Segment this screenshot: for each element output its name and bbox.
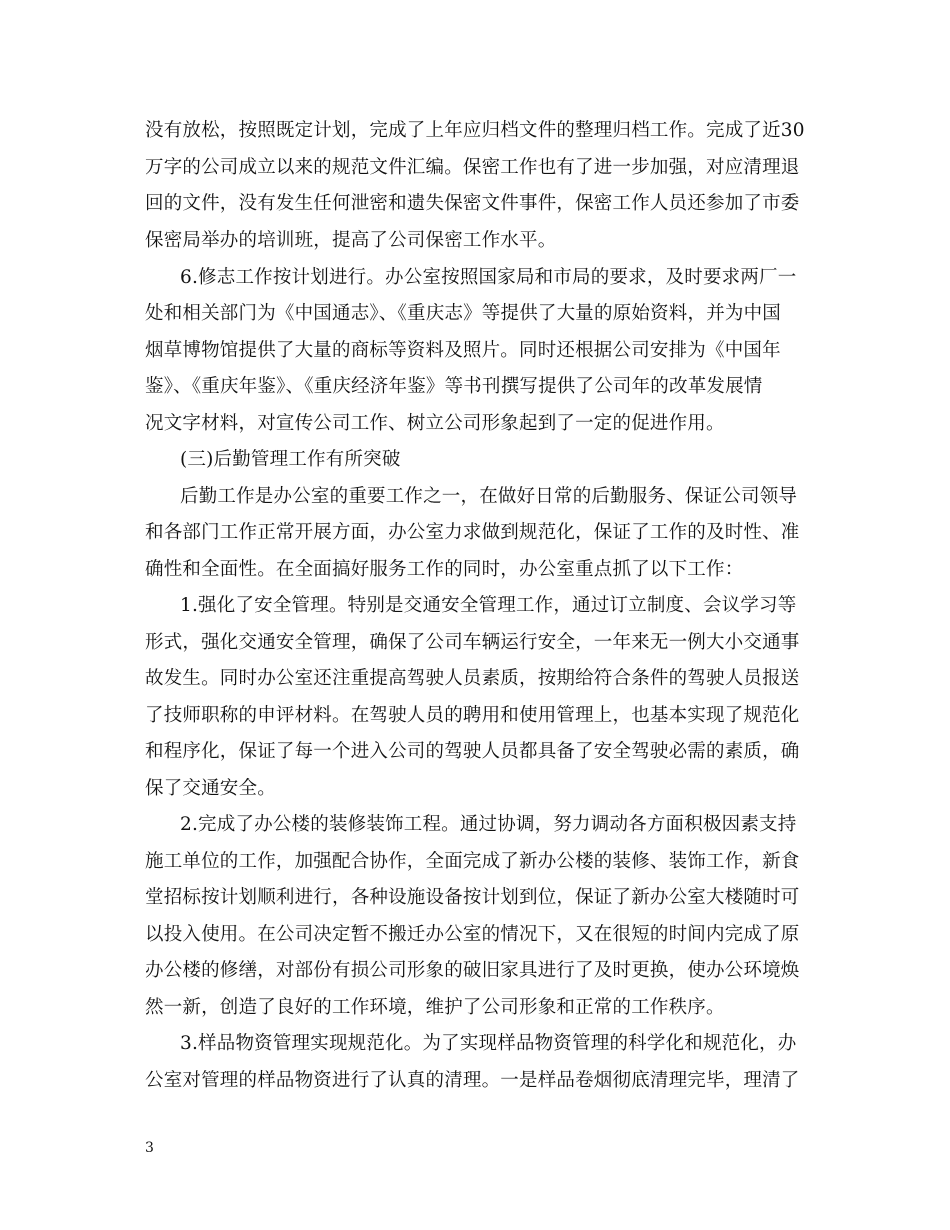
text-line: 没有放松，按照既定计划，完成了上年应归档文件的整理归档工作。完成了近30 bbox=[145, 120, 805, 141]
paragraph-1-start: 1.强化了安全管理。特别是交通安全管理工作，通过订立制度、会议学习等 bbox=[180, 595, 797, 616]
text-line: 和各部门工作正常开展方面，办公室力求做到规范化，保证了工作的及时性、准 bbox=[145, 522, 800, 543]
paragraph-2-start: 2.完成了办公楼的装修装饰工程。通过协调，努力调动各方面积极因素支持 bbox=[180, 814, 797, 835]
text-line: 堂招标按计划顺利进行，各种设施设备按计划到位，保证了新办公室大楼随时可 bbox=[145, 887, 800, 908]
text-line: 回的文件，没有发生任何泄密和遗失保密文件事件，保密工作人员还参加了市委 bbox=[145, 193, 800, 214]
paragraph-6-start: 6.修志工作按计划进行。办公室按照国家局和市局的要求，及时要求两厂一 bbox=[180, 267, 797, 288]
text-line: 鉴》、《重庆年鉴》、《重庆经济年鉴》等书刊撰写提供了公司年的改革发展情 bbox=[145, 376, 763, 397]
text-line: 了技师职称的申评材料。在驾驶人员的聘用和使用管理上，也基本实现了规范化 bbox=[145, 705, 800, 726]
text-line: 烟草博物馆提供了大量的商标等资料及照片。同时还根据公司安排为《中国年 bbox=[145, 340, 781, 361]
text-line: 形式，强化交通安全管理，确保了公司车辆运行安全，一年来无一例大小交通事 bbox=[145, 632, 800, 653]
section-heading: (三)后勤管理工作有所突破 bbox=[180, 449, 401, 470]
text-line: 施工单位的工作，加强配合协作，全面完成了新办公楼的装修、装饰工作，新食 bbox=[145, 851, 800, 872]
text-line: 确性和全面性。在全面搞好服务工作的同时，办公室重点抓了以下工作： bbox=[145, 559, 744, 580]
text-line: 和程序化，保证了每一个进入公司的驾驶人员都具备了安全驾驶必需的素质，确 bbox=[145, 741, 800, 762]
page-number: 3 bbox=[145, 1140, 154, 1156]
text-line: 保密局举办的培训班，提高了公司保密工作水平。 bbox=[145, 230, 557, 251]
paragraph-3-start: 3.样品物资管理实现规范化。为了实现样品物资管理的科学化和规范化，办 bbox=[180, 1033, 797, 1054]
text-line: 办公楼的修缮，对部份有损公司形象的破旧家具进行了及时更换，使办公环境焕 bbox=[145, 960, 800, 981]
text-line: 况文字材料，对宣传公司工作、树立公司形象起到了一定的促进作用。 bbox=[145, 413, 725, 434]
text-line: 公室对管理的样品物资进行了认真的清理。一是样品卷烟彻底清理完毕，理清了 bbox=[145, 1070, 800, 1091]
text-line: 保了交通安全。 bbox=[145, 778, 276, 799]
text-line: 故发生。同时办公室还注重提高驾驶人员素质，按期给符合条件的驾驶人员报送 bbox=[145, 668, 800, 689]
paragraph-logistics-start: 后勤工作是办公室的重要工作之一，在做好日常的后勤服务、保证公司领导 bbox=[180, 486, 798, 507]
text-line: 处和相关部门为《中国通志》、《重庆志》等提供了大量的原始资料，并为中国 bbox=[145, 303, 782, 324]
text-line: 然一新，创造了良好的工作环境，维护了公司形象和正常的工作秩序。 bbox=[145, 997, 725, 1018]
text-line: 以投入使用。在公司决定暂不搬迁办公室的情况下，又在很短的时间内完成了原 bbox=[145, 924, 800, 945]
text-line: 万字的公司成立以来的规范文件汇编。保密工作也有了进一步加强，对应清理退 bbox=[145, 157, 800, 178]
